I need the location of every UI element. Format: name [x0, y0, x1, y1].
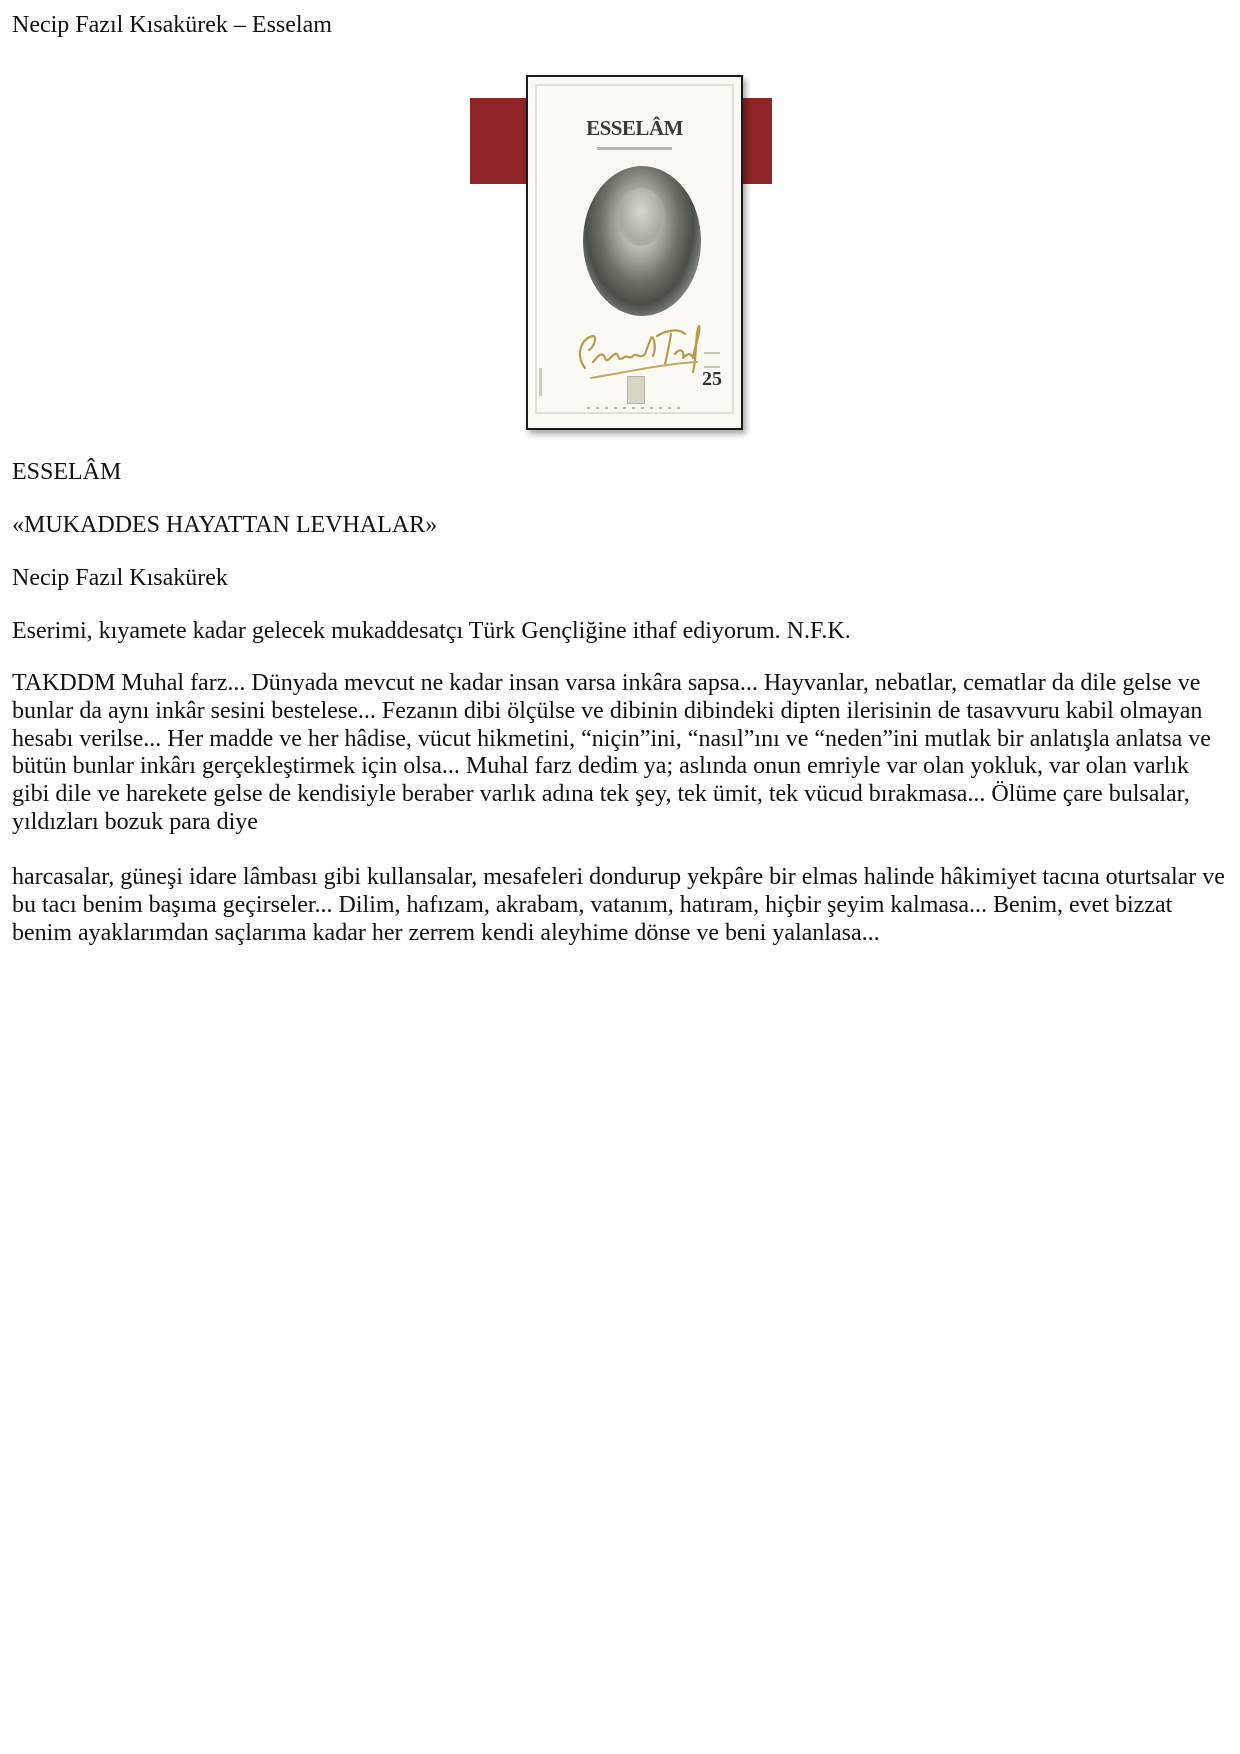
dedication: Eserimi, kıyamete kadar gelecek mukaddesatçı Türk Gençliğine ithaf ediyorum. N.F.K. [12, 618, 851, 644]
paragraph-continuation: harcasalar, güneşi idare lâmbası gibi kullansalar, mesafeleri dondurup yekpâre bir elmas halinde hâkimiyet tacına oturtsalar ve bu tacı benim başıma geçirseler... Dilim, hafızam, akrabam, vatanım, hatıram, hiçbir şeyim kalmasa... Benim, evet bizzat benim ayaklarımdan saçlarıma kadar her zerrem kendi aleyhime dönse ve beni yalanlasa... [12, 864, 1225, 946]
cover-publisher-line [587, 407, 682, 409]
paragraph-introduction: TAKDDM Muhal farz... Dünyada mevcut ne kadar insan varsa inkâra sapsa... Hayvanlar, nebatlar, cematlar da dile gelse ve bunlar da aynı inkâr sesini bestelese... Fezanın dibi ölçülse ve dibinin dibindeki dipten ilerisinin de tasavvuru kabil olmayan hesabı verilse... Her madde ve her hâdise, vücut hikmetini, “niçin”ini, “nasıl”ını ve “neden”ini mutlak bir anlatışla anlatsa ve bütün bunlar inkârı gerçekleştirmek için olsa... Muhal farz dedim ya; aslında onun emriyle var olan yokluk, var olan varlık gibi dile ve harekete gelse de kendisiyle beraber varlık adına tek şey, tek ümit, tek vücud bırakmasa... Ölüme çare bulsalar, yıldızları bozuk para diye [12, 670, 1211, 835]
cover-spine-mark [539, 368, 542, 396]
cover-small-text [704, 352, 720, 368]
cover-subtitle-line [597, 147, 672, 150]
portrait-face [617, 188, 665, 246]
cover-card [526, 75, 743, 430]
book-cover-image [470, 68, 772, 440]
cover-volume-number: 25 [702, 368, 722, 390]
author-name: Necip Fazıl Kısakürek [12, 565, 228, 591]
document-header: Necip Fazıl Kısakürek – Esselam [12, 12, 332, 38]
cover-title: ESSELÂM [586, 116, 683, 140]
book-subtitle: «MUKADDES HAYATTAN LEVHALAR» [12, 512, 438, 538]
book-title: ESSELÂM [12, 459, 122, 485]
author-portrait [583, 166, 701, 316]
publisher-logo-icon [627, 376, 645, 404]
cover-inner-frame [535, 84, 734, 414]
